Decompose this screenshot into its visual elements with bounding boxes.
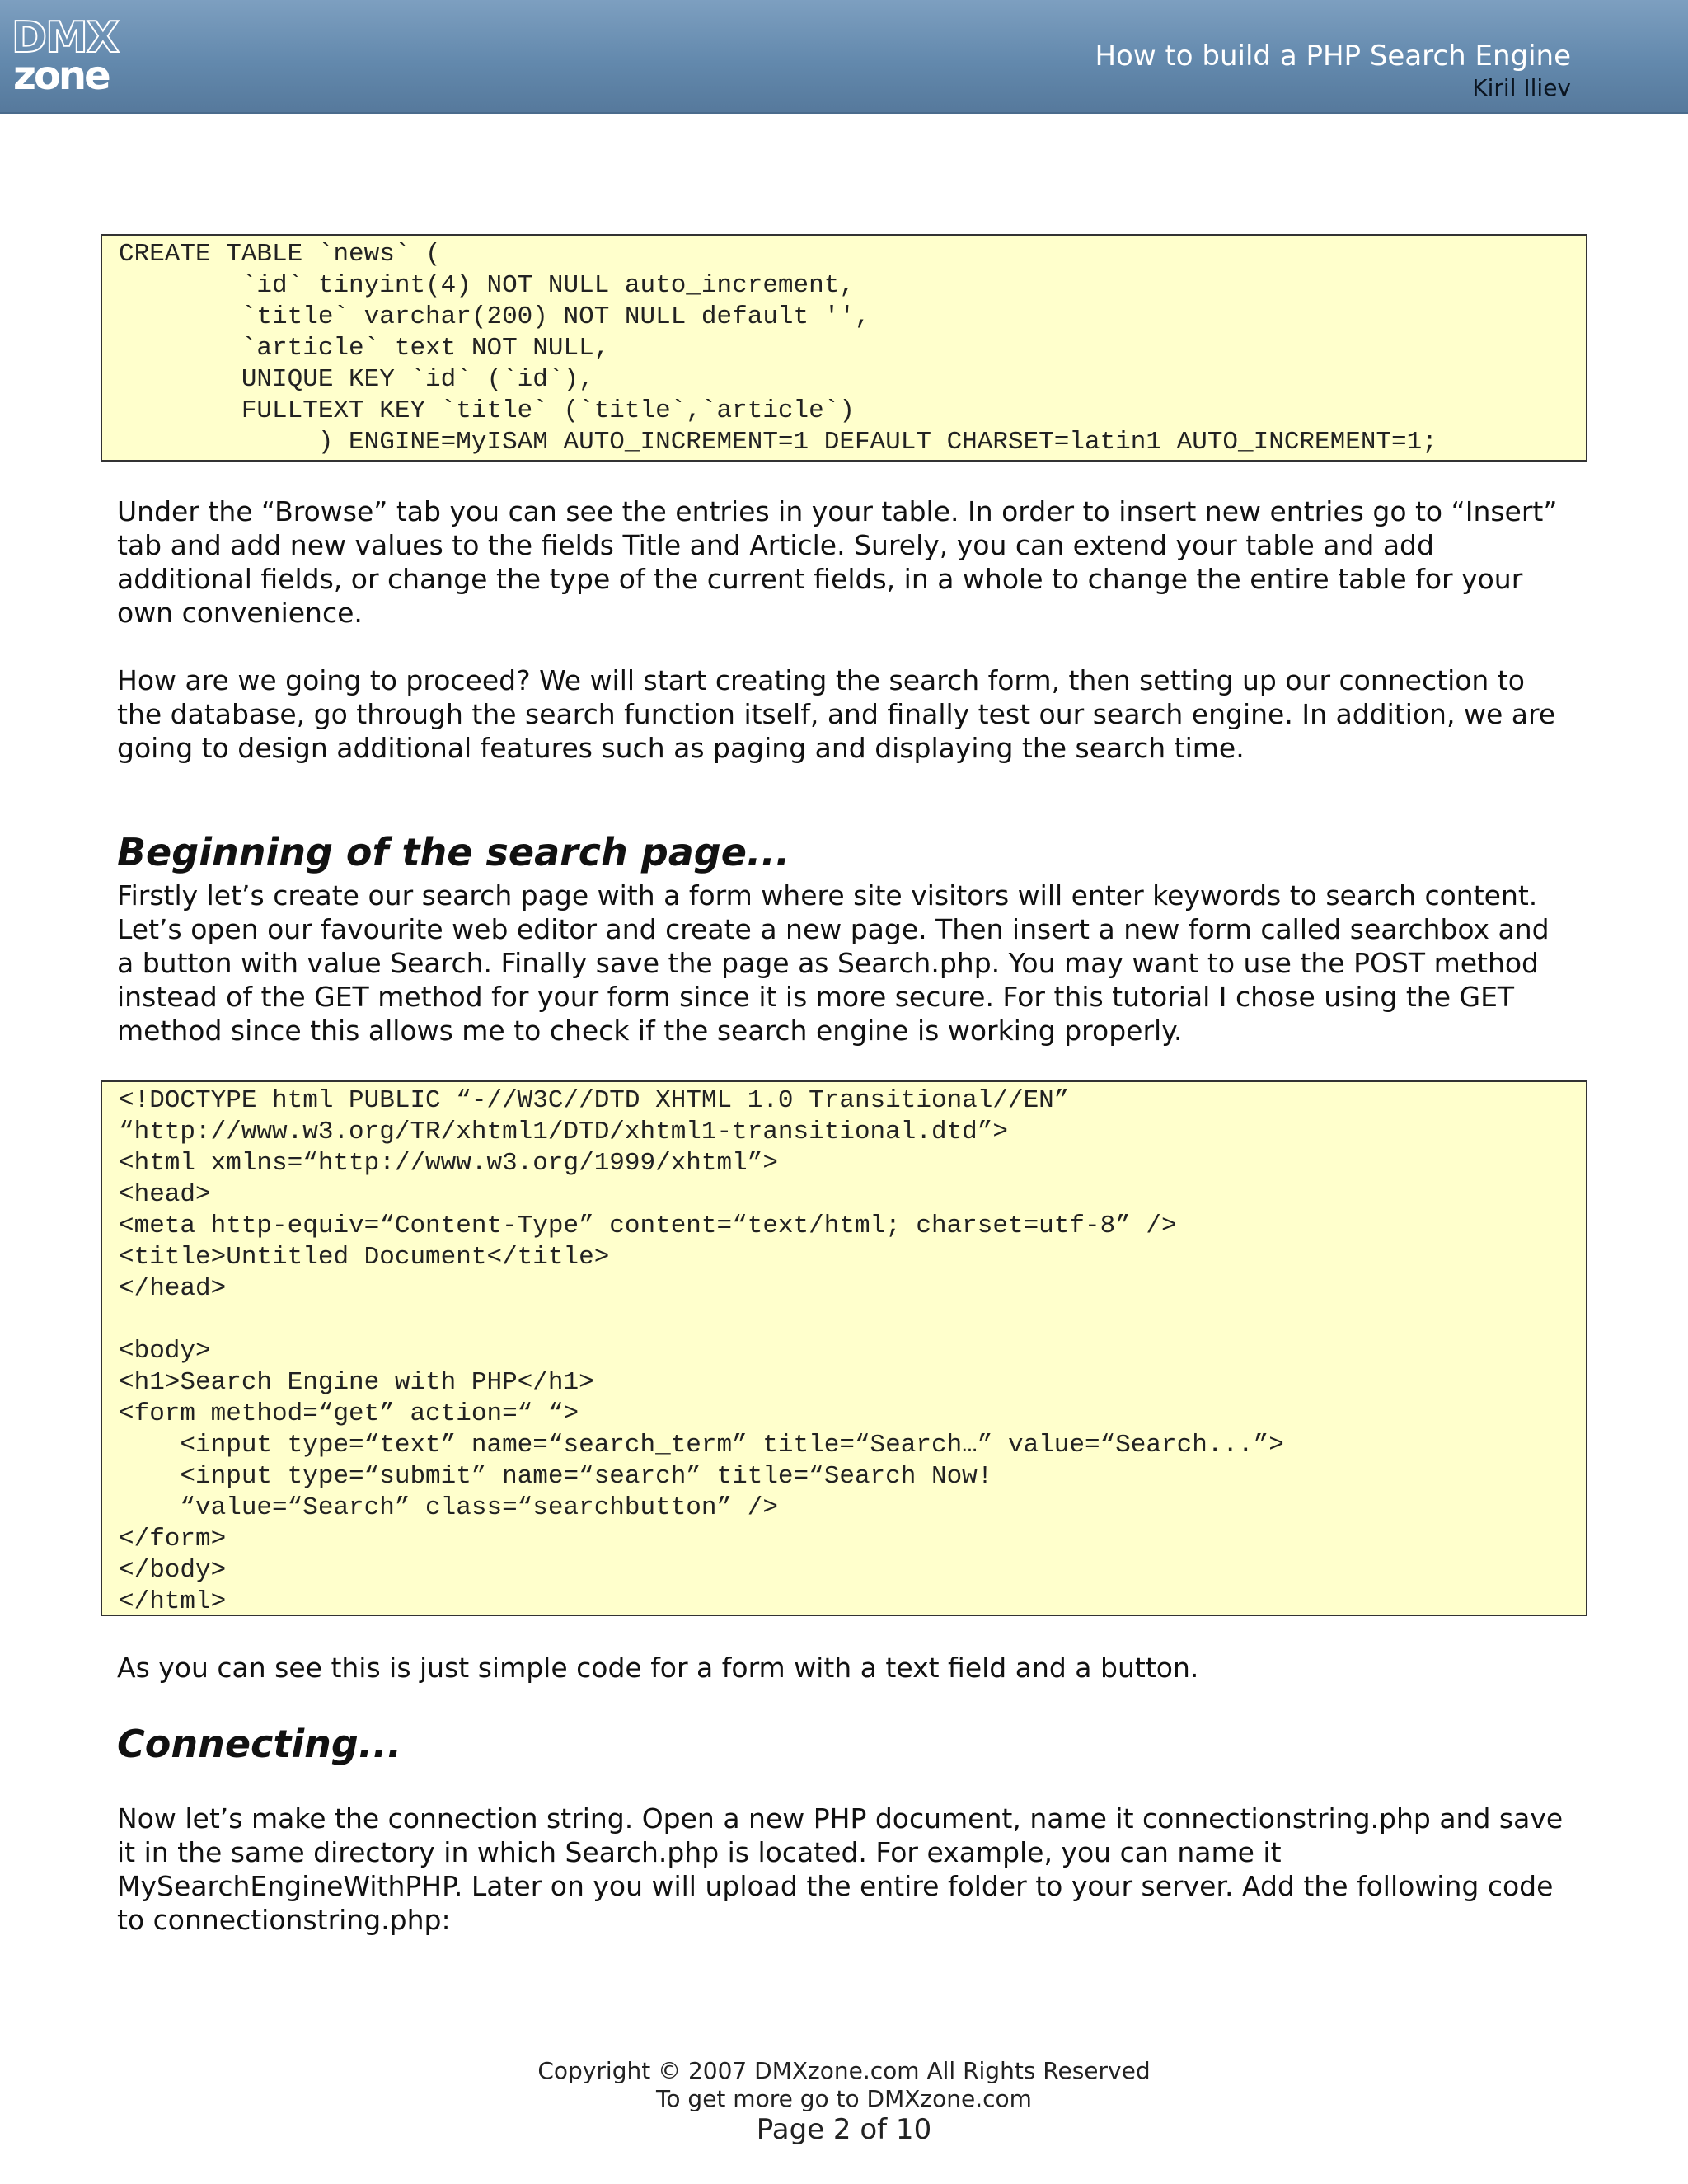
logo-dmx-text: DMX [12, 13, 119, 63]
code-block-create-table: CREATE TABLE `news` ( `id` tinyint(4) NOT NULL auto_increment, `title` varchar(200) NOT NULL default '', `article` text NOT NULL, UNIQUE KEY `id` (`id`), FULLTEXT KEY `title` (`title`,`article`) ) ENGINE=MyISAM AUTO_INCREMENT=1 DEFAULT CHARSET=latin1 AUTO_INCREMENT=1; [101, 234, 1587, 462]
paragraph-connection-string: Now let’s make the connection string. Open a new PHP document, name it connectionstring.php and save it in the same directory in which Search.php is located. For example, you can name it MySearchEngineWithPHP. Later on you will upload the entire folder to your server. Add the following code to connectionstring.php: [117, 1802, 1564, 1936]
heading-beginning-search-page: Beginning of the search page... [117, 830, 790, 874]
logo-zone-text: zone [13, 53, 109, 99]
paragraph-simple-form: As you can see this is just simple code for a form with a text field and a button. [117, 1652, 1199, 1684]
footer-page-number: Page 2 of 10 [756, 2113, 932, 2146]
footer-copyright: Copyright © 2007 DMXzone.com All Rights Reserved [537, 2057, 1151, 2084]
page-content [101, 234, 1587, 1937]
document-title: How to build a PHP Search Engine [1095, 40, 1571, 73]
code-block-search-form-html: <!DOCTYPE html PUBLIC “-//W3C//DTD XHTML 1.0 Transitional//EN” “http://www.w3.org/TR/xhtml1/DTD/xhtml1-transitional.dtd”> <html xmlns=“http://www.w3.org/1999/xhtml”> <head> <meta http-equiv=“Content-Type” content=“text/html; charset=utf-8” /> <title>Untitled Document</title> </head> <body> <h1>Search Engine with PHP</h1> <form method=“get” action=“ “> <input type=“text” name=“search_term” title=“Search…” value=“Search...”> <input type=“submit” name=“search” title=“Search Now! “value=“Search” class=“searchbutton” /> </form> </body> </html> [101, 1080, 1587, 1616]
page-header [0, 0, 1688, 114]
footer-more-link-text: To get more go to DMXzone.com [656, 2085, 1032, 2112]
heading-connecting: Connecting... [117, 1722, 402, 1766]
paragraph-browse-tab: Under the “Browse” tab you can see the entries in your table. In order to insert new entries go to “Insert” tab and add new values to the fields Title and Article. Surely, you can extend your table and add additional fields, or change the type of the current fields, in a whole to change the entire table for your own convenience. [117, 495, 1558, 629]
dmxzone-logo [12, 13, 119, 99]
paragraph-search-page-intro: Firstly let’s create our search page with a form where site visitors will enter keywords to search content. Let’s open our favourite web editor and create a new page. Then insert a new form called searchbox and a button with value Search. Finally save the page as Search.php. You may want to use the POST method instead of the GET method for your form since it is more secure. For this tutorial I chose using the GET method since this allows me to check if the search engine is working properly. [117, 879, 1550, 1047]
paragraph-how-to-proceed: How are we going to proceed? We will start creating the search form, then setting up our connection to the database, go through the search function itself, and finally test our search engine. In addition, we are going to design additional features such as paging and displaying the search time. [117, 664, 1556, 764]
document-author: Kiril Iliev [1472, 74, 1571, 101]
